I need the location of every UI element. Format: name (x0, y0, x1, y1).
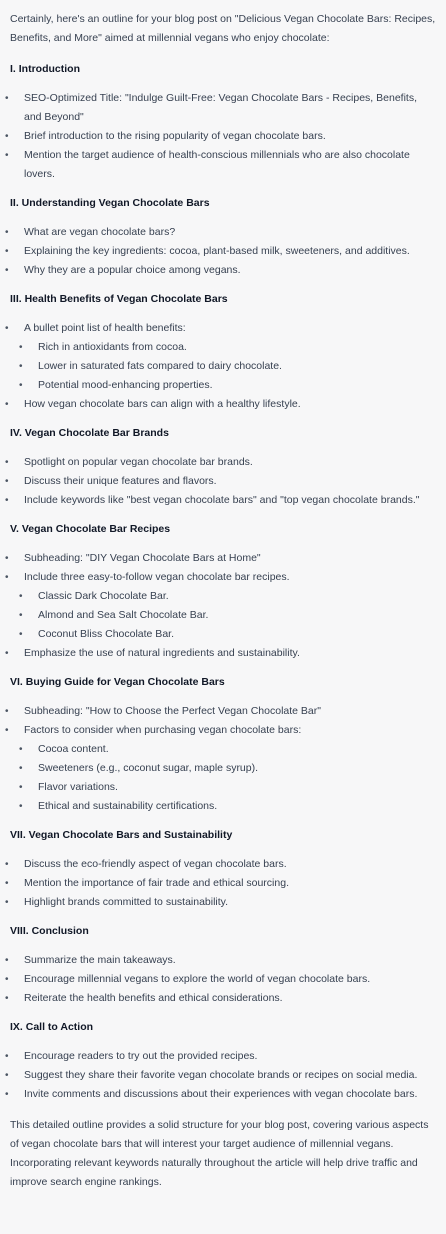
list-item (10, 1047, 432, 1066)
list-item-text: Include keywords like "best vegan chocolate bars" and "top vegan chocolate brands." (24, 494, 420, 506)
list-item-text: Invite comments and discussions about their experiences with vegan chocolate bars. (24, 1088, 418, 1100)
section-heading: VII. Vegan Chocolate Bars and Sustainability (10, 829, 233, 841)
nested-list-item: • Classic Dark Chocolate Bar. (10, 587, 432, 606)
bullet-list (10, 1047, 440, 1104)
list-item-text: What are vegan chocolate bars? (24, 226, 176, 238)
nested-list-item: • Cocoa content. (10, 740, 432, 759)
list-item-text: Why they are a popular choice among vegans. (24, 264, 241, 276)
list-item-text: SEO-Optimized Title: "Indulge Guilt-Free: Vegan Chocolate Bars - Recipes, Benefits, and Beyond" (24, 92, 417, 123)
nested-list-item: • Sweeteners (e.g., coconut sugar, maple syrup). (10, 759, 432, 778)
nested-bullet-list (24, 740, 432, 816)
nested-bullet-list (24, 338, 432, 395)
list-item-text: Include three easy-to-follow vegan chocolate bar recipes. (24, 571, 290, 583)
bullet-list (10, 453, 440, 510)
list-item (10, 549, 432, 568)
nested-list-item: • Almond and Sea Salt Chocolate Bar. (10, 606, 432, 625)
section-heading: III. Health Benefits of Vegan Chocolate Bars (10, 293, 228, 305)
list-item-text: Reiterate the health benefits and ethical considerations. (24, 992, 283, 1004)
list-item (10, 453, 432, 472)
section-heading: IX. Call to Action (10, 1021, 94, 1033)
list-item (10, 261, 432, 280)
list-item (10, 223, 432, 242)
list-item (10, 893, 432, 912)
list-item (10, 127, 432, 146)
outline-sections (10, 60, 440, 1104)
list-item (10, 472, 432, 491)
section-heading: IV. Vegan Chocolate Bar Brands (10, 427, 169, 439)
section-heading: VIII. Conclusion (10, 925, 89, 937)
bullet-list (10, 951, 440, 1008)
nested-list-item: • Lower in saturated fats compared to dairy chocolate. (10, 357, 432, 376)
list-item-text: Discuss their unique features and flavors. (24, 475, 217, 487)
bullet-list (10, 89, 440, 184)
bullet-list (10, 223, 440, 280)
section-heading: VI. Buying Guide for Vegan Chocolate Bars (10, 676, 225, 688)
list-item (10, 644, 432, 663)
list-item (10, 1066, 432, 1085)
section-heading: V. Vegan Chocolate Bar Recipes (10, 523, 171, 535)
list-item-text: Explaining the key ingredients: cocoa, plant-based milk, sweeteners, and additives. (24, 245, 410, 257)
list-item-text: Factors to consider when purchasing vegan chocolate bars: (24, 724, 302, 736)
list-item (10, 319, 432, 395)
list-item-text: Subheading: "How to Choose the Perfect Vegan Chocolate Bar" (24, 705, 321, 717)
section-heading: II. Understanding Vegan Chocolate Bars (10, 197, 210, 209)
closing-paragraph: This detailed outline provides a solid structure for your blog post, covering various aspects of vegan chocolate bars that will interest your target audience of millennial vegans. Incorporating relevant keywords naturally throughout the article will help drive traffic and improve search engine rankings. (10, 1119, 429, 1188)
list-item (10, 242, 432, 261)
list-item (10, 89, 432, 127)
nested-list-item: • Coconut Bliss Chocolate Bar. (10, 625, 432, 644)
nested-bullet-list (24, 587, 432, 644)
intro-paragraph: Certainly, here's an outline for your blog post on "Delicious Vegan Chocolate Bars: Recipes, Benefits, and More" aimed at millennial vegans who enjoy chocolate: (10, 13, 436, 44)
list-item-text: A bullet point list of health benefits: (24, 322, 186, 334)
nested-list-item: • Rich in antioxidants from cocoa. (10, 338, 432, 357)
section-heading: I. Introduction (10, 63, 80, 75)
list-item (10, 721, 432, 816)
bullet-list (10, 319, 440, 414)
list-item (10, 951, 432, 970)
list-item-text: Emphasize the use of natural ingredients and sustainability. (24, 647, 300, 659)
list-item (10, 989, 432, 1008)
bullet-list (10, 702, 440, 816)
list-item (10, 1085, 432, 1104)
list-item-text: Spotlight on popular vegan chocolate bar brands. (24, 456, 253, 468)
list-item (10, 702, 432, 721)
bullet-list (10, 549, 440, 663)
list-item-text: Summarize the main takeaways. (24, 954, 176, 966)
bullet-list (10, 855, 440, 912)
list-item-text: Brief introduction to the rising popularity of vegan chocolate bars. (24, 130, 326, 142)
list-item-text: Suggest they share their favorite vegan chocolate brands or recipes on social media. (24, 1069, 418, 1081)
list-item (10, 970, 432, 989)
nested-list-item: • Flavor variations. (10, 778, 432, 797)
list-item-text: Subheading: "DIY Vegan Chocolate Bars at Home" (24, 552, 261, 564)
list-item (10, 146, 432, 184)
list-item (10, 874, 432, 893)
list-item-text: Mention the target audience of health-conscious millennials who are also chocolate lovers. (24, 149, 410, 180)
list-item-text: Mention the importance of fair trade and ethical sourcing. (24, 877, 289, 889)
list-item-text: Highlight brands committed to sustainability. (24, 896, 229, 908)
list-item-text: Discuss the eco-friendly aspect of vegan chocolate bars. (24, 858, 287, 870)
list-item-text: How vegan chocolate bars can align with a healthy lifestyle. (24, 398, 301, 410)
list-item-text: Encourage millennial vegans to explore the world of vegan chocolate bars. (24, 973, 371, 985)
nested-list-item: • Ethical and sustainability certifications. (10, 797, 432, 816)
nested-list-item: • Potential mood-enhancing properties. (10, 376, 432, 395)
list-item (10, 568, 432, 644)
list-item (10, 855, 432, 874)
list-item-text: Encourage readers to try out the provided recipes. (24, 1050, 258, 1062)
list-item (10, 491, 432, 510)
list-item (10, 395, 432, 414)
